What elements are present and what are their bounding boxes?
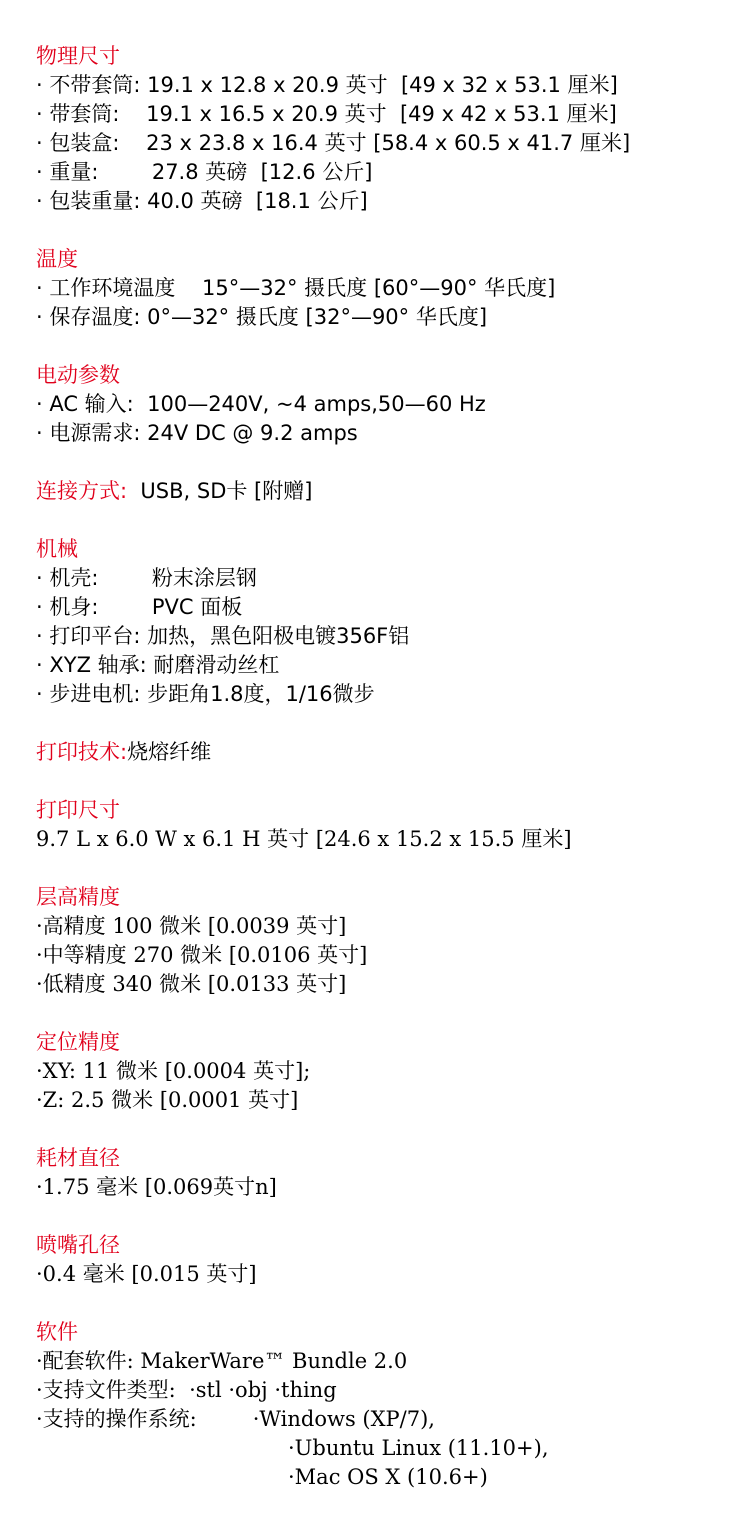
section-heading: 连接方式: [36, 479, 128, 503]
os-item: ·Ubuntu Linux (11.10+), [288, 1436, 549, 1460]
spec-line: · 工作环境温度 15°—32° 摄氏度 [60°—90° 华氏度] [36, 276, 556, 300]
section-heading: 打印技术: [36, 740, 128, 764]
spec-line: ·1.75 毫米 [0.069英寸n] [36, 1175, 277, 1199]
spec-line: · 不带套筒: 19.1 x 12.8 x 20.9 英寸 [49 x 32 x 53.1 厘米] [36, 73, 618, 97]
section-positioning-accuracy [36, 1028, 736, 1115]
section-heading: 物理尺寸 [36, 44, 120, 68]
spec-line: · 包装盒: 23 x 23.8 x 16.4 英寸 [58.4 x 60.5 x 41.7 厘米] [36, 131, 631, 155]
section-heading: 定位精度 [36, 1030, 120, 1054]
section-temperature [36, 245, 736, 332]
section-heading: 电动参数 [36, 363, 120, 387]
section-heading: 打印尺寸 [36, 798, 120, 822]
section-connectivity [36, 477, 736, 506]
spec-line: · 打印平台: 加热，黑色阳极电镀356F铝 [36, 624, 410, 648]
section-layer-resolution [36, 883, 736, 999]
section-heading: 喷嘴孔径 [36, 1233, 120, 1257]
spec-line: ·Z: 2.5 微米 [0.0001 英寸] [36, 1088, 299, 1112]
spec-line: ·XY: 11 微米 [0.0004 英寸]; [36, 1059, 311, 1083]
os-label-row [36, 1405, 736, 1434]
spec-value: 烧熔纤维 [127, 740, 212, 764]
section-heading: 层高精度 [36, 885, 120, 909]
spec-line: ·配套软件: MakerWare™ Bundle 2.0 [36, 1349, 408, 1373]
spec-line: · XYZ 轴承: 耐磨滑动丝杠 [36, 653, 280, 677]
spec-line: · 带套筒: 19.1 x 16.5 x 20.9 英寸 [49 x 42 x 53.1 厘米] [36, 102, 617, 126]
section-mechanical [36, 535, 736, 709]
spec-sheet [36, 42, 736, 1492]
spec-line: · 包装重量: 40.0 英磅 [18.1 公斤] [36, 189, 368, 213]
spec-line: · 电源需求: 24V DC @ 9.2 amps [36, 421, 358, 445]
spec-line: 9.7 L x 6.0 W x 6.1 H 英寸 [24.6 x 15.2 x 15.5 厘米] [36, 827, 572, 851]
spec-line: · 重量: 27.8 英磅 [12.6 公斤] [36, 160, 373, 184]
section-electrical [36, 361, 736, 448]
os-item: ·Windows (XP/7), [252, 1407, 435, 1431]
spec-line: ·高精度 100 微米 [0.0039 英寸] [36, 914, 347, 938]
section-heading: 机械 [36, 537, 78, 561]
section-software [36, 1318, 736, 1492]
section-heading: 温度 [36, 247, 78, 271]
spec-line: ·0.4 毫米 [0.015 英寸] [36, 1262, 257, 1286]
spec-line: · AC 输入: 100—240V, ~4 amps,50—60 Hz [36, 392, 486, 416]
spec-line: · 机壳: 粉末涂层钢 [36, 566, 257, 590]
spec-line: · 步进电机: 步距角1.8度，1/16微步 [36, 682, 375, 706]
spec-line: · 机身: PVC 面板 [36, 595, 243, 619]
section-print-technology [36, 738, 736, 767]
spec-line: ·支持文件类型: ·stl ·obj ·thing [36, 1378, 337, 1402]
section-build-size [36, 796, 736, 854]
section-nozzle-diameter [36, 1231, 736, 1289]
spec-line: · 保存温度: 0°—32° 摄氏度 [32°—90° 华氏度] [36, 305, 488, 329]
spec-label: ·支持的操作系统: [36, 1407, 197, 1431]
section-physical-dimensions [36, 42, 736, 216]
section-heading: 软件 [36, 1320, 78, 1344]
spec-line: ·中等精度 270 微米 [0.0106 英寸] [36, 943, 368, 967]
os-item: ·Mac OS X (10.6+) [288, 1465, 488, 1489]
spec-line: ·低精度 340 微米 [0.0133 英寸] [36, 972, 347, 996]
spec-value: USB, SD卡 [附赠] [127, 479, 313, 503]
section-filament-diameter [36, 1144, 736, 1202]
section-heading: 耗材直径 [36, 1146, 120, 1170]
